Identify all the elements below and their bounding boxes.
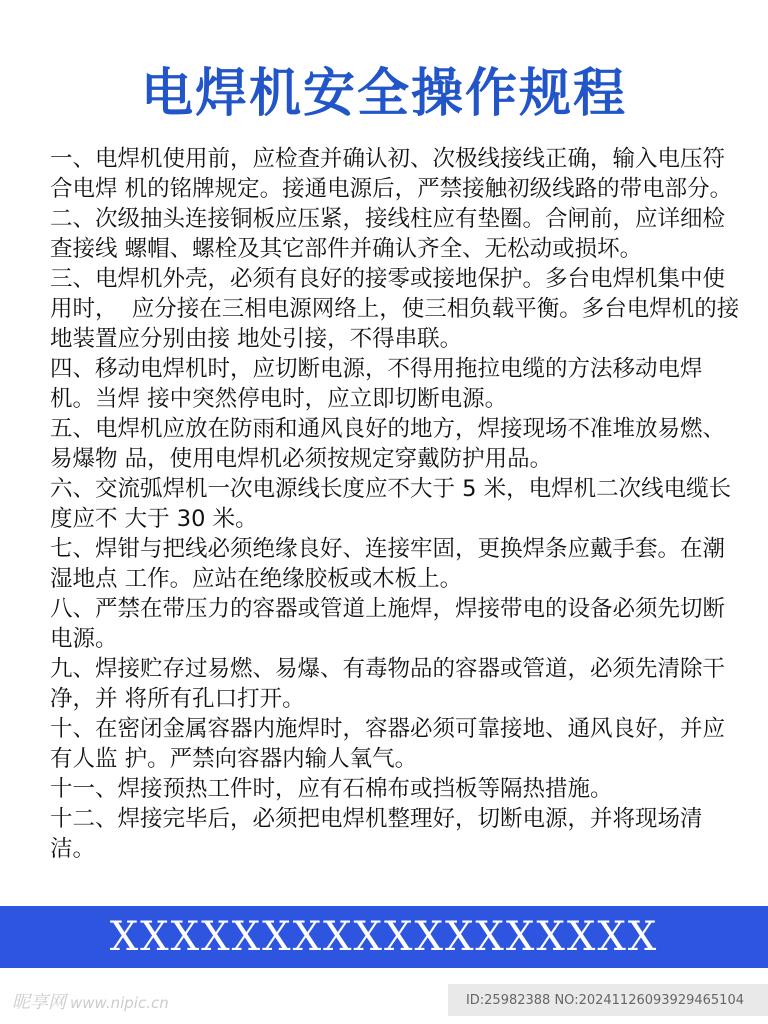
rule-item-12: 十二、焊接完毕后，必须把电焊机整理好，切断电源，并将现场清洁。	[50, 806, 703, 862]
watermark-url: www.nipic.cn	[70, 994, 169, 1012]
rule-item-7: 七、焊钳与把线必须绝缘良好、连接牢固，更换焊条应戴手套。在潮湿地点 工作。应站在绝缘胶板或木板上。	[50, 536, 726, 592]
rule-item-5: 五、电焊机应放在防雨和通风良好的地方，焊接现场不准堆放易燃、易爆物 品，使用电焊机必须按规定穿戴防护用品。	[50, 416, 726, 472]
watermark-brand-name: 昵享网	[12, 992, 66, 1013]
watermark-brand	[12, 988, 169, 1014]
rule-item-10: 十、在密闭金属容器内施焊时，容器必须可靠接地、通风良好，并应有人监 护。严禁向容器内输人氧气。	[50, 716, 726, 772]
rule-item-2: 二、次级抽头连接铜板应压紧，接线柱应有垫圈。合闸前，应详细检查接线 螺帽、螺栓及其它部件并确认齐全、无松动或损坏。	[50, 206, 726, 262]
rule-item-4: 四、移动电焊机时，应切断电源，不得用拖拉电缆的方法移动电焊机。当焊 接中突然停电时，应立即切断电源。	[50, 356, 703, 412]
rule-item-6: 六、交流弧焊机一次电源线长度应不大于 5 米，电焊机二次线电缆长度应不 大于 30 米。	[50, 476, 732, 532]
rule-item-8: 八、严禁在带压力的容器或管道上施焊，焊接带电的设备必须先切断电源。	[50, 596, 726, 652]
footer-placeholder-text: XXXXXXXXXXXXXXXXXX	[109, 914, 659, 960]
footer-bar	[0, 906, 768, 968]
rules-list	[50, 144, 740, 864]
rule-item-3: 三、电焊机外壳，必须有良好的接零或接地保护。多台电焊机集中使用时， 应分接在三相电源网络上，使三相负载平衡。多台电焊机的接地装置应分别由接 地处引接，不得串联。	[50, 266, 740, 352]
rule-item-11: 十一、焊接预热工件时，应有石棉布或挡板等隔热措施。	[50, 776, 613, 802]
watermark-id-strip	[448, 984, 768, 1016]
page-title: 电焊机安全操作规程	[140, 64, 627, 124]
rule-item-1: 一、电焊机使用前，应检查并确认初、次极线接线正确，输入电压符合电焊 机的铭牌规定。接通电源后，严禁接触初级线路的带电部分。	[50, 146, 733, 202]
rule-item-9: 九、焊接贮存过易燃、易爆、有毒物品的容器或管道，必须先清除干净，并 将所有孔口打开。	[50, 656, 726, 712]
watermark-id-text: ID:25982388 NO:20241126093929465104	[465, 992, 744, 1008]
